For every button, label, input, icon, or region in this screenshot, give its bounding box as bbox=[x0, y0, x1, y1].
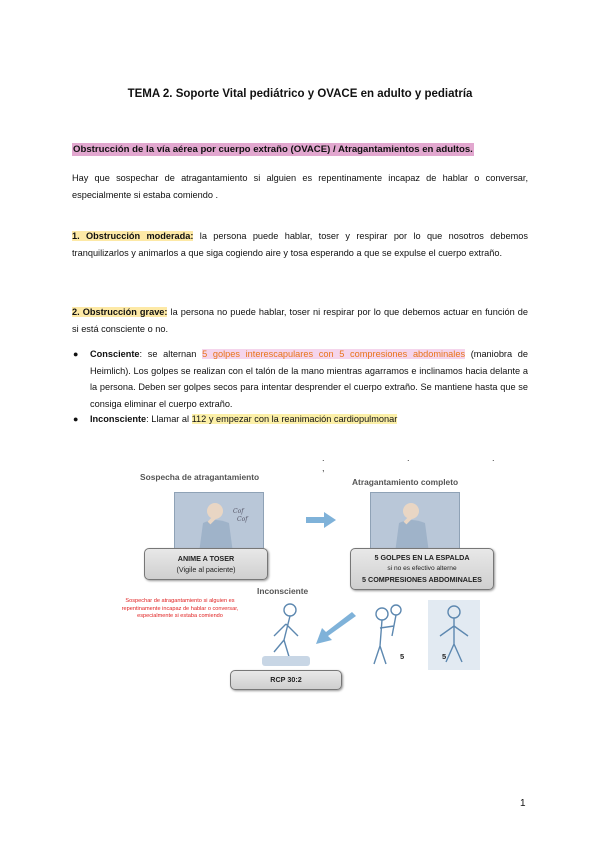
step-count-label: 5 bbox=[400, 652, 405, 661]
back-line-1: 5 GOLPES EN LA ESPALDA bbox=[374, 553, 470, 562]
intro-paragraph: Hay que sospechar de atragantamiento si alguien es repentinamente incapaz de hablar o conversar, especialmente si estaba comiendo . bbox=[72, 173, 528, 200]
cough-line-2: (Vigile al paciente) bbox=[176, 565, 236, 574]
moderate-text: la persona puede hablar, toser y respirar por lo que nosotros debemos tranquilizarlos y animarlos a que siga cogiendo aire y tosa esperando a que se expulse el cuerpo extraño. bbox=[72, 231, 528, 258]
severe-label: 2. Obstrucción grave: bbox=[72, 307, 168, 317]
section-heading: Obstrucción de la vía aérea por cuerpo extraño (OVACE) / Atragantamientos en adultos. bbox=[73, 144, 473, 155]
severe-text: la persona no puede hablar, toser ni respirar por lo que debemos actuar en función de si está consciente o no. bbox=[72, 307, 528, 334]
cough-instruction-box bbox=[144, 548, 268, 580]
step-count-label: 5 bbox=[442, 652, 447, 661]
choking-person-photo bbox=[174, 492, 264, 554]
bullet-icon: ● bbox=[73, 414, 79, 424]
conscious-label: Consciente bbox=[90, 349, 140, 359]
arrow-down-left-icon bbox=[316, 612, 356, 646]
back-line-2: si no es efectivo alterne bbox=[387, 565, 457, 572]
cough-line-1: ANIME A TOSER bbox=[177, 554, 235, 563]
caption-complete: Atragantamiento completo bbox=[352, 477, 459, 487]
arrow-right-icon bbox=[306, 512, 336, 528]
bullet-icon: ● bbox=[73, 349, 79, 359]
svg-text:Cof: Cof bbox=[233, 508, 244, 515]
moderate-label: 1. Obstrucción moderada: bbox=[72, 231, 194, 241]
conscious-highlight: 5 golpes interescapulares con 5 compresiones abdominales bbox=[202, 349, 466, 359]
cpr-illustration bbox=[260, 600, 312, 670]
caption-unconscious: Inconsciente bbox=[257, 586, 309, 596]
page-title: TEMA 2. Soporte Vital pediátrico y OVACE en adulto y pediatría bbox=[127, 88, 473, 100]
page-number: 1 bbox=[520, 798, 526, 809]
unconscious-highlight: 112 y empezar con la reanimación cardiopulmonar bbox=[191, 414, 398, 424]
list-item-unconscious bbox=[73, 411, 528, 428]
choking-person-photo-2 bbox=[370, 492, 460, 554]
unconscious-label: Inconsciente bbox=[90, 414, 147, 424]
choking-algorithm-figure bbox=[120, 462, 490, 696]
caption-suspect: Sospecha de atragantamiento bbox=[140, 472, 260, 482]
back-line-3: 5 COMPRESIONES ABDOMINALES bbox=[362, 575, 482, 584]
back-blows-box bbox=[350, 548, 494, 590]
severe-obstruction-paragraph bbox=[72, 304, 528, 338]
svg-text:Cof: Cof bbox=[237, 516, 248, 523]
conscious-pre: : se alternan bbox=[139, 349, 203, 359]
moderate-obstruction-paragraph bbox=[72, 228, 528, 262]
stray-marks: . . . , bbox=[322, 453, 535, 473]
unconscious-pre: : Llamar al bbox=[146, 414, 192, 424]
abdominal-thrust-illustration bbox=[428, 600, 480, 670]
cpr-box: RCP 30:2 bbox=[230, 670, 342, 690]
list-item-conscious bbox=[73, 346, 529, 412]
conscious-post: (maniobra de Heimlich). Los golpes se realizan con el talón de la mano mientras agarramos e inclinamos hacia delante a la persona. Deben ser golpes secos para intentar desprender el cuerpo extraño. Se mantiene hasta que se consiga eliminar el cuerpo extraño. bbox=[90, 349, 529, 409]
back-blows-illustration bbox=[360, 602, 412, 672]
red-annotation: Sospechar de atragantamiento si alguien es repentinamente incapaz de hablar o conversar, especialmente si estaba comiendo bbox=[121, 598, 239, 619]
